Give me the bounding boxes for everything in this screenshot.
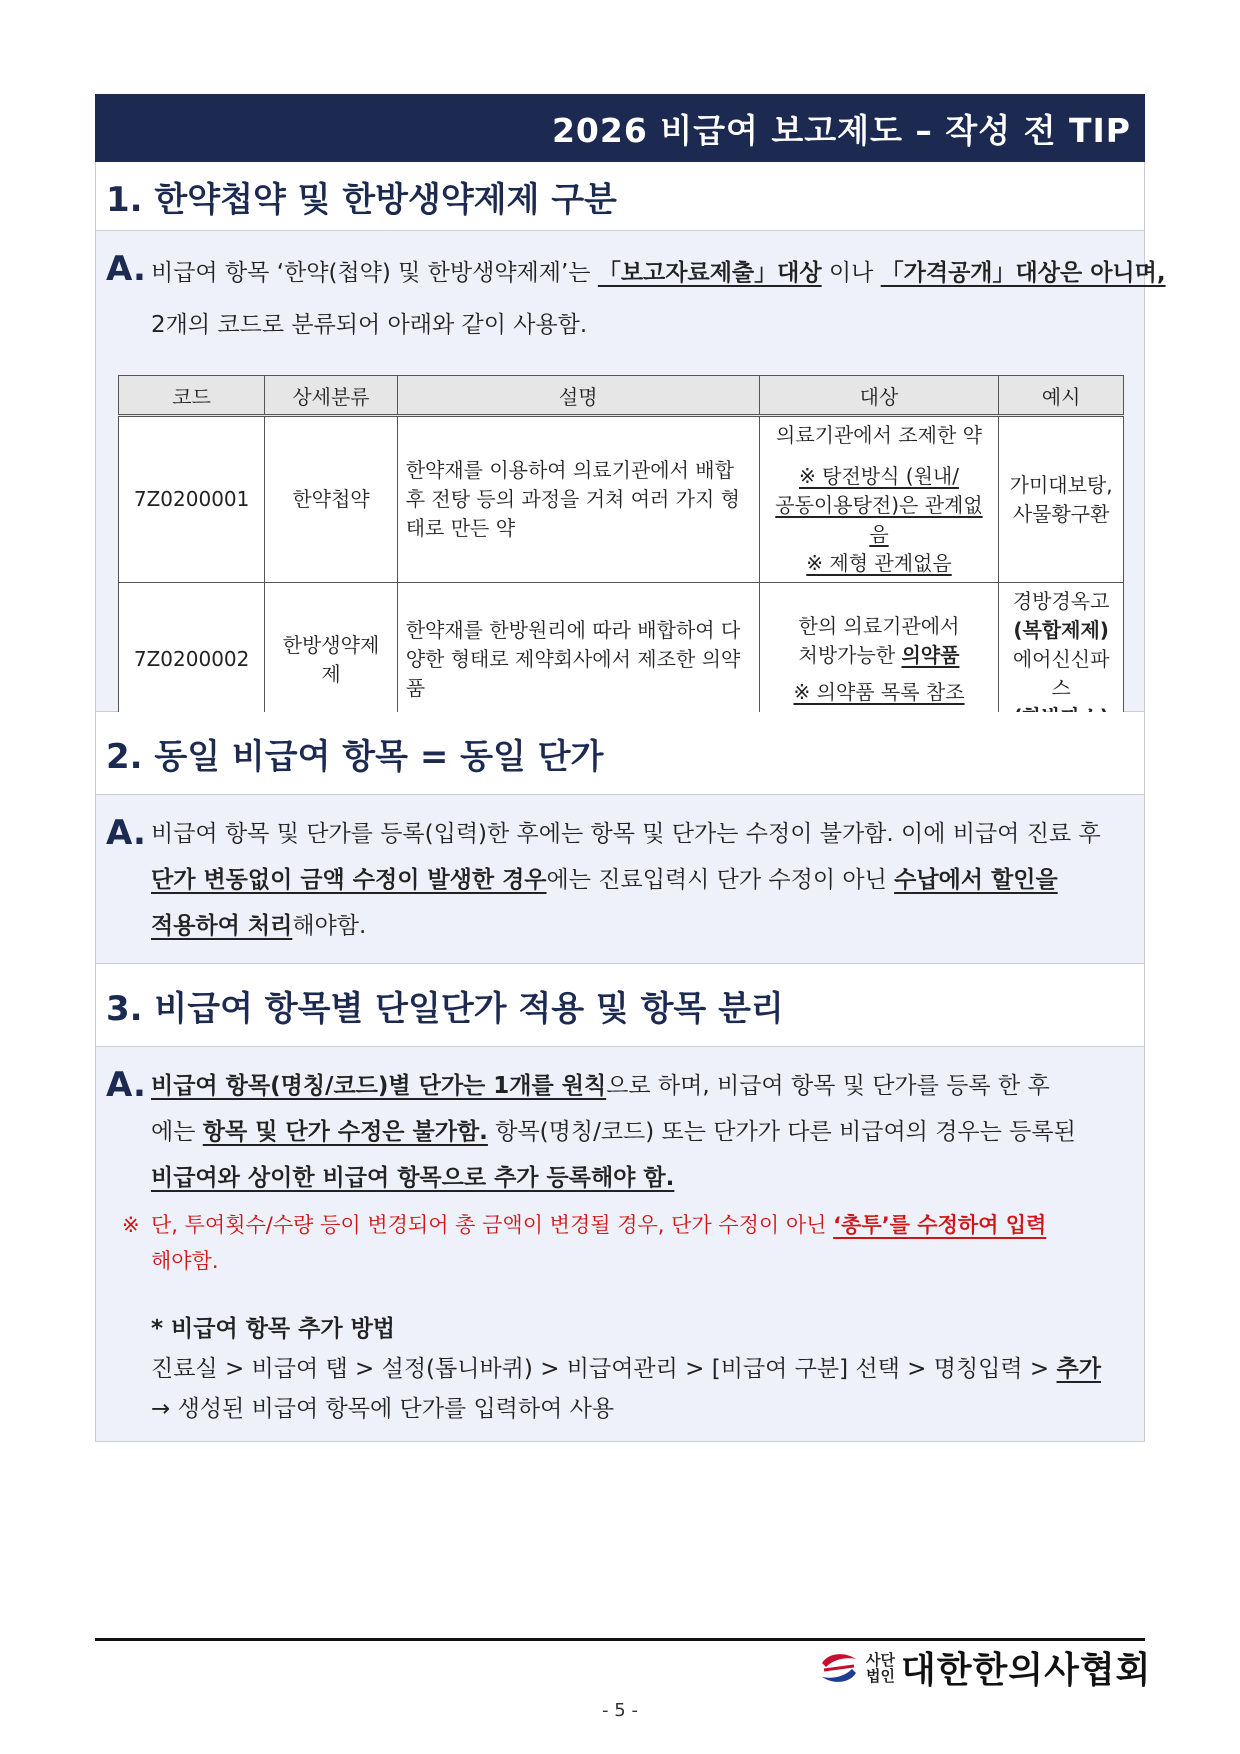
section-2-heading: 2. 동일 비급여 항목 = 동일 단가 <box>95 712 1145 794</box>
cell-code: 7Z0200001 <box>119 416 265 583</box>
add-method-result: → 생성된 비급여 항목에 단가를 입력하여 사용 <box>151 1396 615 1422</box>
section-3-heading: 3. 비급여 항목별 단일단가 적용 및 항목 분리 <box>95 964 1145 1046</box>
code-table <box>118 375 1124 737</box>
org-name: 대한한의사협회 <box>900 1650 1152 1691</box>
item-letter: A. <box>106 249 146 289</box>
header-description: 설명 <box>397 376 759 416</box>
header-category: 상세분류 <box>265 376 397 416</box>
table-header-row <box>119 376 1124 416</box>
header-target: 대상 <box>759 376 999 416</box>
cell-category: 한방생약제제 <box>265 583 397 737</box>
section-3-paragraph: 비급여 항목(명칭/코드)별 단가는 1개를 원칙으로 하며, 비급여 항목 및 단가를 등록 한 후 에는 항목 및 단가 수정은 불가함. 항목(명칭/코드) 또는 단가가 다른 비급여의 경우는 등록된 비급여와 상이한 비급여 항목으로 추가 등록해야 함. <box>151 1073 1076 1191</box>
section-1-body <box>95 230 1166 712</box>
org-emblem-icon <box>818 1649 860 1687</box>
section-2-paragraph: 비급여 항목 및 단가를 등록(입력)한 후에는 항목 및 단가는 수정이 불가함. 이에 비급여 진료 후 단가 변동없이 금액 수정이 발생한 경우에는 진료입력시 단가 수정이 아닌 수납에서 할인을 적용하여 처리해야함. <box>151 821 1101 939</box>
banner-title: 2026 비급여 보고제도 – 작성 전 TIP <box>551 110 1131 150</box>
page-banner <box>95 94 1145 162</box>
header-example: 예시 <box>999 376 1124 416</box>
cell-target: 의료기관에서 조제한 약 ※ 탕전방식 (원내/ 공동이용탕전)은 관계없음 ※ 제형 관계없음 <box>759 416 999 583</box>
section-1-heading: 1. 한약첩약 및 한방생약제제 구분 <box>95 162 1145 230</box>
page-number: - 5 - <box>602 1700 638 1721</box>
table-row <box>119 416 1124 583</box>
section-2-body <box>95 794 1145 964</box>
add-method-path: 진료실 > 비급여 탭 > 설정(톱니바퀴) > 비급여관리 > [비급여 구분] 선택 > 명칭입력 > 추가 <box>151 1356 1101 1382</box>
section-1-paragraph: 비급여 항목 ‘한약(첩약) 및 한방생약제제’는 「보고자료제출」대상 이나 「가격공개」대상은 아니며, 2개의 코드로 분류되어 아래와 같이 사용함. <box>151 260 1166 338</box>
section-3-body <box>95 1046 1145 1442</box>
cell-category: 한약첩약 <box>265 416 397 583</box>
note-mark: ※ <box>122 1213 140 1237</box>
add-method-block <box>151 1309 1101 1429</box>
cell-code: 7Z0200002 <box>119 583 265 737</box>
footer-divider <box>95 1638 1145 1641</box>
cell-description: 한약재를 한방원리에 따라 배합하여 다양한 형태로 제약회사에서 제조한 의약품 <box>397 583 759 737</box>
cell-target: 한의 의료기관에서 처방가능한 의약품 ※ 의약품 목록 참조 <box>759 583 999 737</box>
add-method-title: * 비급여 항목 추가 방법 <box>151 1316 396 1342</box>
cell-example: 가미대보탕, 사물황구환 <box>999 416 1124 583</box>
item-letter: A. <box>106 813 146 853</box>
cell-example: 경방경옥고 (복합제제) 에어신신파스 <box>999 583 1124 737</box>
red-note: 단, 투여횟수/수량 등이 변경되어 총 금액이 변경될 경우, 단가 수정이 아닌 ‘총투’를 수정하여 입력 해야함. <box>151 1213 1047 1273</box>
header-code: 코드 <box>119 376 265 416</box>
item-letter: A. <box>106 1065 146 1105</box>
cell-description: 한약재를 이용하여 의료기관에서 배합 후 전탕 등의 과정을 거쳐 여러 가지 형태로 만든 약 <box>397 416 759 583</box>
org-logo: 사단 법인 대한한의사협회 <box>818 1642 1151 1693</box>
